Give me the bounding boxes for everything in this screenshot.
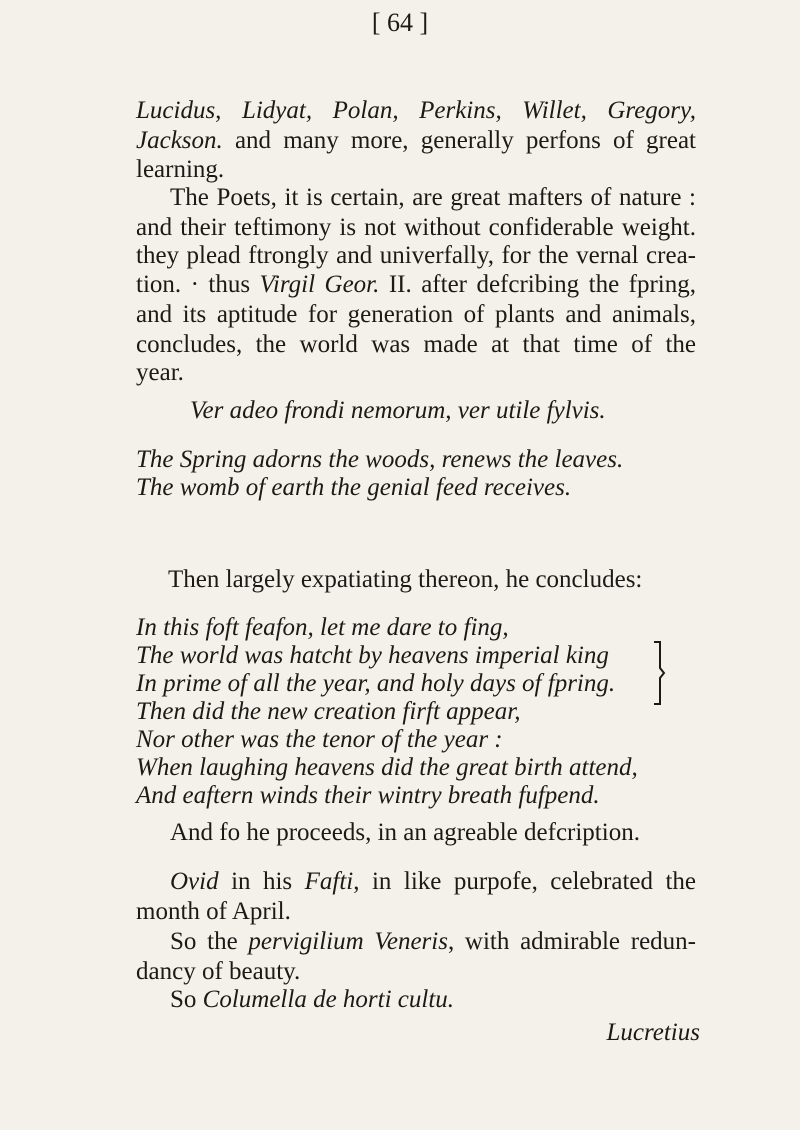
text-line: concludes, the world was made at that time of the <box>136 331 696 358</box>
verse-line: Then did the new creation firft appear, <box>136 698 521 725</box>
author-name: Jackson. <box>136 127 223 154</box>
verse-line: In prime of all the year, and holy days of fpring. <box>136 670 616 697</box>
text-run: and many more, generally perfons of great <box>222 127 696 154</box>
text-run: So <box>170 986 203 1013</box>
work-title: Fafti <box>304 868 354 895</box>
couplet-line: The Spring adorns the woods, renews the leaves. <box>136 446 624 473</box>
catchword: Lucretius <box>606 1019 700 1046</box>
text-line: dancy of beauty. <box>136 958 301 985</box>
text-line <box>170 867 696 897</box>
text-run: in his <box>218 868 305 895</box>
text-line <box>170 985 730 1015</box>
work-title: Columella de horti cultu. <box>202 986 455 1013</box>
text-line: Lucidus, Lidyat, Polan, Perkins, Willet, Gregory, <box>136 97 696 124</box>
text-line <box>170 927 696 957</box>
text-line: year. <box>136 359 184 386</box>
verse-line: Nor other was the tenor of the year : <box>136 726 503 753</box>
text-line <box>136 270 696 300</box>
author-name: Ovid <box>170 868 219 895</box>
work-title: Virgil Geor. <box>259 271 380 298</box>
text-run: So the <box>170 928 249 955</box>
couplet-line: The womb of earth the genial feed receives. <box>136 474 572 501</box>
text-run: tion. · thus <box>136 271 260 298</box>
text-line: month of April. <box>136 898 291 925</box>
text-line <box>136 126 696 156</box>
text-line: they plead ftrongly and univerfally, for the vernal crea- <box>136 242 696 269</box>
text-run: , with admirable redun- <box>447 928 696 955</box>
verse-line: In this foft feafon, let me dare to fing, <box>136 614 509 641</box>
text-run: II. after defcribing the fpring, <box>379 271 696 298</box>
page-number: [ 64 ] <box>371 8 429 37</box>
text-line: Then largely expatiating thereon, he concludes: <box>168 566 643 593</box>
text-line: The Poets, it is certain, are great mafters of nature : <box>170 184 696 211</box>
triplet-brace <box>652 640 666 706</box>
verse-line: And eaftern winds their wintry breath fufpend. <box>136 782 600 809</box>
text-line: and their teftimony is not without confiderable weight. <box>136 214 696 241</box>
text-line: And fo he proceeds, in an agreable defcription. <box>170 819 640 846</box>
text-line: learning. <box>136 156 225 183</box>
latin-quote: Ver adeo frondi nemorum, ver utile fylvis. <box>190 397 606 424</box>
verse-line: When laughing heavens did the great birth attend, <box>136 754 638 781</box>
text-line: and its aptitude for generation of plants and animals, <box>136 301 696 328</box>
text-run: , in like purpofe, celebrated the <box>353 868 697 895</box>
work-title: pervigilium Veneris <box>248 928 448 955</box>
verse-line: The world was hatcht by heavens imperial king <box>136 642 609 669</box>
